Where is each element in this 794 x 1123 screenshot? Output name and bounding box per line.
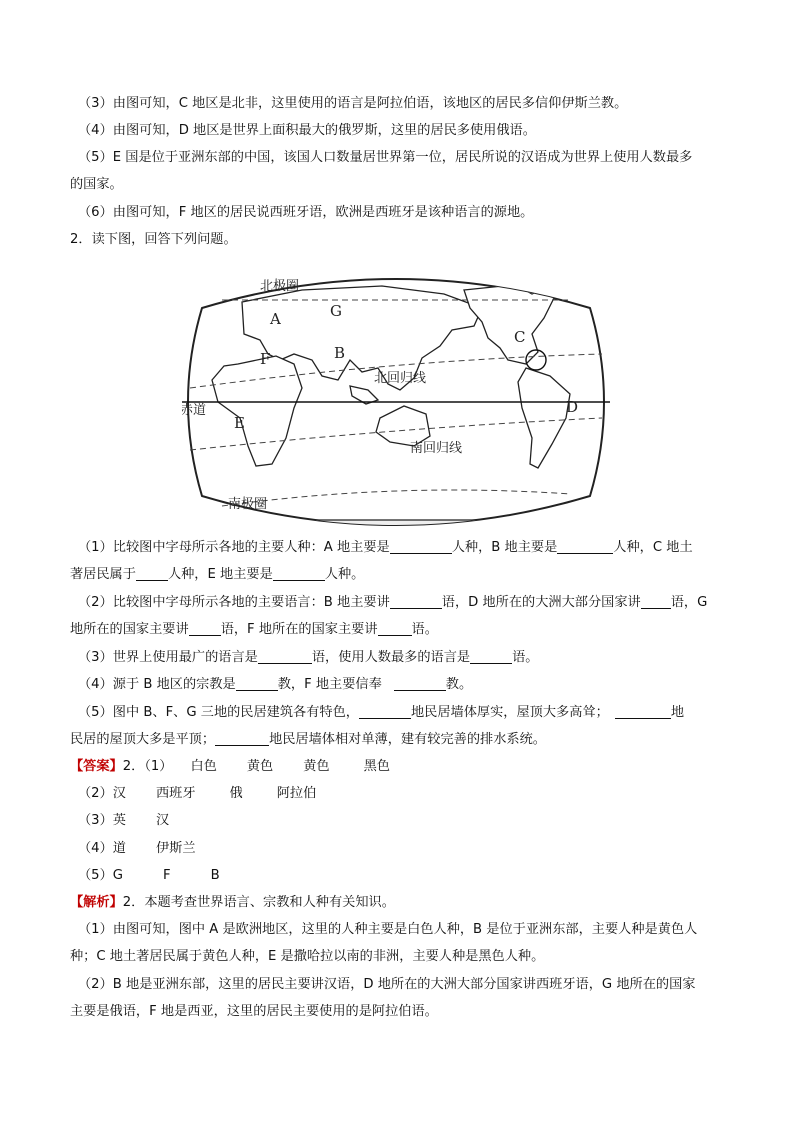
blank-5c[interactable] <box>215 731 269 746</box>
blank-3b[interactable] <box>470 649 512 664</box>
landmass-antarctica <box>182 520 610 536</box>
question-2-line-1: （2）比较图中字母所示各地的主要语言：B 地主要讲 语，D 地所在的大洲大部分国家讲 语，G <box>78 595 708 610</box>
analysis-label: 【解析】 <box>70 895 123 910</box>
blank-3a[interactable] <box>258 649 312 664</box>
para-top-4: （4）由图可知，D 地区是世界上面积最大的俄罗斯，这里的居民多使用俄语。 <box>78 123 536 138</box>
label-tropic-cancer: 北回归线 <box>374 371 427 386</box>
answer-row-5: （5）G F B <box>78 868 220 883</box>
world-map-figure <box>182 268 610 536</box>
letter-e: E <box>234 414 245 432</box>
answer-row-4: （4）道 伊斯兰 <box>78 841 196 856</box>
answer-row-3: （3）英 汉 <box>78 813 170 828</box>
blank-2a[interactable] <box>390 594 442 609</box>
analysis-head: 【解析】2．本题考查世界语言、宗教和人种有关知识。 <box>70 895 395 910</box>
para-top-6: （6）由图可知，F 地区的居民说西班牙语，欧洲是西班牙是该种语言的源地。 <box>78 205 534 220</box>
blank-1a[interactable] <box>390 539 452 554</box>
question-4: （4）源于 B 地区的宗教是 教，F 地主要信奉 教。 <box>78 677 473 692</box>
answer-label: 【答案】 <box>70 759 123 774</box>
analysis-line-1: （1）由图可知，图中 A 是欧洲地区，这里的人种主要是白色人种，B 是位于亚洲东部，主要人种是黄色人 <box>78 922 698 937</box>
world-map-svg <box>182 268 610 536</box>
question-1-line-2: 著居民属于 人种，E 地主要是 人种。 <box>70 567 365 582</box>
label-equator: 赤道 <box>182 403 207 418</box>
question-3: （3）世界上使用最广的语言是 语，使用人数最多的语言是 语。 <box>78 650 539 665</box>
para-top-3: （3）由图可知，C 地区是北非，这里使用的语言是阿拉伯语，该地区的居民多信仰伊斯兰教。 <box>78 96 628 111</box>
blank-5a[interactable] <box>359 704 411 719</box>
label-arctic: 北极圈 <box>260 279 300 294</box>
answer-row-2: （2）汉 西班牙 俄 阿拉伯 <box>78 786 317 801</box>
analysis-line-2: 种；C 地土著居民属于黄色人种，E 是撒哈拉以南的非洲，主要人种是黑色人种。 <box>70 949 545 964</box>
blank-1b[interactable] <box>557 539 613 554</box>
letter-f: F <box>260 350 271 368</box>
para-top-5: （5）E 国是位于亚洲东部的中国，该国人口数量居世界第一位，居民所说的汉语成为世界上使用人数最多 <box>78 150 693 165</box>
blank-5b[interactable] <box>615 704 671 719</box>
blank-2b[interactable] <box>641 594 671 609</box>
label-antarctic: 南极圈 <box>228 497 268 512</box>
question-2-line-2: 地所在的国家主要讲 语，F 地所在的国家主要讲 语。 <box>70 622 438 637</box>
analysis-line-3: （2）B 地是亚洲东部，这里的居民主要讲汉语，D 地所在的大洲大部分国家讲西班牙语，G 地所在的国家 <box>78 977 696 992</box>
letter-d: D <box>566 398 579 416</box>
analysis-line-4: 主要是俄语，F 地是西亚，这里的居民主要使用的是阿拉伯语。 <box>70 1004 438 1019</box>
blank-1c[interactable] <box>136 566 168 581</box>
letter-c: C <box>514 328 526 346</box>
para-top-5-cont: 的国家。 <box>70 177 123 192</box>
letter-g: G <box>330 302 342 320</box>
blank-4a[interactable] <box>236 676 278 691</box>
blank-1d[interactable] <box>273 566 325 581</box>
question-2-title: 2．读下图，回答下列问题。 <box>70 232 237 247</box>
question-5-line-2: 民居的屋顶大多是平顶； 地民居墙体相对单薄，建有较完善的排水系统。 <box>70 732 546 747</box>
blank-2d[interactable] <box>378 621 412 636</box>
letter-a: A <box>270 310 281 328</box>
question-5-line-1: （5）图中 B、F、G 三地的民居建筑各有特色， 地民居墙体厚实，屋顶大多高耸； 地 <box>78 705 684 720</box>
letter-b: B <box>334 344 346 362</box>
blank-4b[interactable] <box>394 676 446 691</box>
answer-row-1: 【答案】2．（1） 白色 黄色 黄色 黑色 <box>70 759 390 774</box>
blank-2c[interactable] <box>189 621 221 636</box>
question-1-line-1: （1）比较图中字母所示各地的主要人种：A 地主要是 人种，B 地主要是 人种，C 地土 <box>78 540 693 555</box>
label-tropic-capricorn: 南回归线 <box>410 441 463 456</box>
